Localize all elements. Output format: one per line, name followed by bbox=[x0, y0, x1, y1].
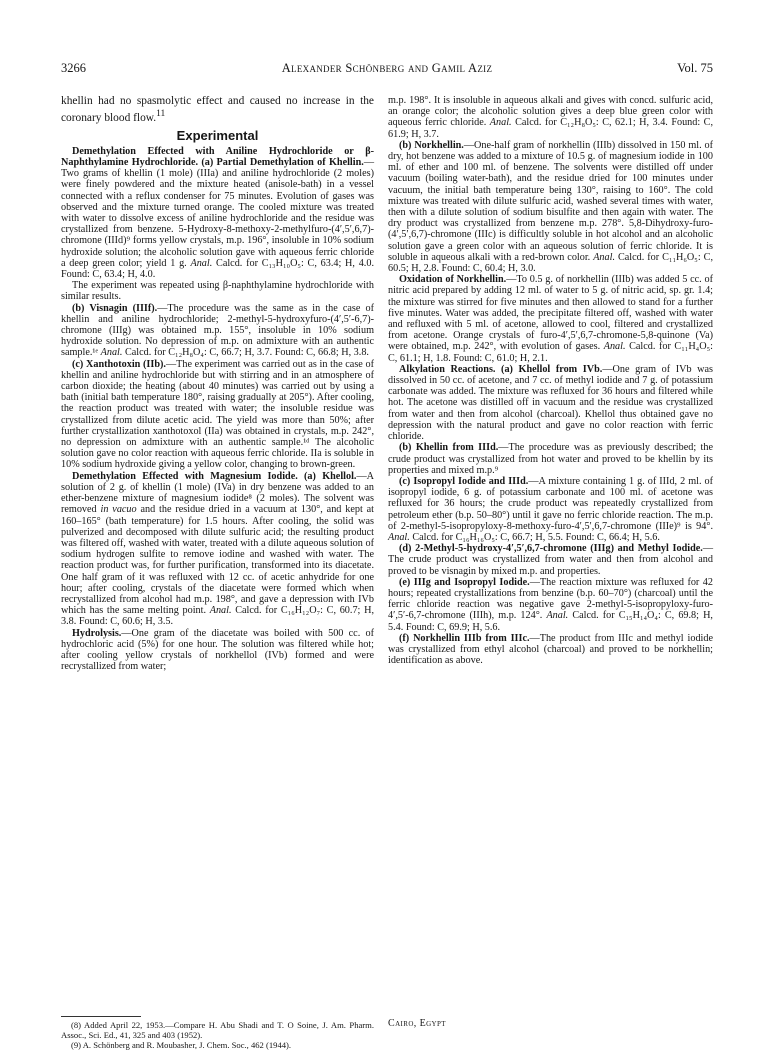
volume-label: Vol. 75 bbox=[677, 61, 713, 75]
affiliation: Cairo, Egypt bbox=[388, 1018, 446, 1029]
footnote-8: (8) Added April 22, 1953.—Compare H. Abu Shadi and T. O Soine, J. Am. Pharm. Assoc., Sci. Ed., 41, 325 and 403 (1952). bbox=[61, 1020, 374, 1040]
paragraph-oxidation: Oxidation of Norkhellin.—To 0.5 g. of norkhellin (IIIb) was added 5 cc. of nitric acid prepared by adding 12 ml. of water to 5 g. of nitric acid, sp. gr. 1.4; the mixture was stirred for five minutes and then allowed to stand for a further five minutes. Water was added, the precipitate filtered off, washed with water and refluxed with 5 ml. of acetone, allowed to cool, filtered and crystallized from acetone. Orange crystals of furo-4′,5′,6,7-chromone-5,8-quinone (Va) were obtained, m.p. 242°, with evolution of gases. Anal. Calcd. for C₁₁H₄O₅: C, 61.1; H, 1.8. Found: C, 61.0; H, 2.1. bbox=[388, 274, 713, 364]
right-column bbox=[388, 95, 713, 666]
paragraph-norkhellin: (b) Norkhellin.—One-half gram of norkhellin (IIIb) dissolved in 150 ml. of dry, hot benzene was added to a mixture of 10.5 g. of magnesium iodide in 100 ml. of ether and 100 ml. of benzene. The solvents were distilled off under vacuum (boiling water-bath), and the residue dried for 100 minutes under vacuum, the initial bath temperature being 130°, raising to 160°. The cold mixture was treated with dilute sulfuric acid, washed several times with water, then with a dilute solution of sodium bisulfite and then again with water. The dry product was crystallized from benzene m.p. 278°. 5,8-Dihydroxy-furo-(4′,5′,6,7)-chromone (IIIc) is difficultly soluble in hot alcohol and an alcoholic solution gave a green color with an aqueous solution of ferric chloride. It is soluble in aqueous alkali with a red-brown color. Anal. Calcd. for C₁₁H₆O₅: C, 60.5; H, 2.8. Found: C, 60.4; H, 3.0. bbox=[388, 139, 713, 275]
section-heading-experimental: Experimental bbox=[176, 127, 259, 143]
footnote-9: (9) A. Schönberg and R. Moubasher, J. Chem. Soc., 462 (1944). bbox=[71, 1040, 292, 1050]
paragraph-continued: m.p. 198°. It is insoluble in aqueous alkali and gives with concd. sulfuric acid, an orange color; the alcoholic solution gives a deep blue green color with aqueous ferric chloride. Anal. Calcd. for C₁₂H₈O₅: C, 62.1; H, 3.4. Found: C, 61.9; H, 3.7. bbox=[388, 95, 714, 140]
paragraph-visnagin: (b) Visnagin (IIIf).—The procedure was the same as in the case of khellin and aniline hydrochloride; 2-methyl-5-hydroxyfuro-(4′,5′-6,7)-chromone (IIIg) was obtained m.p. 155°, insoluble in 10% sodium hydroxide solution. No depression of m.p. on admixture with an authentic sample.¹ᵉ Anal. Calcd. for C₁₂H₈O₄: C, 66.7; H, 3.7. Found: C, 66.8; H, 3.8. bbox=[61, 302, 374, 359]
paragraph-demethylation-aniline: Demethylation Effected with Aniline Hydrochloride or β-Naphthylamine Hydrochloride. (a) Partial Demethylation of Khellin.—Two grams of khellin (1 mole) (IIIa) and aniline hydrochloride (2 moles) were finely powdered and the mixture heated (anisole-bath) in a vessel connected with a reflux condenser for 75 minutes. Evolution of gases was observed and the mixture turned orange. The cooled mixture was treated with water to dissolve excess of aniline hydrochloride and the residue was crystallized from benzene. 5-Hydroxy-8-methoxy-2-methylfuro-(4′,5′,6,7)-chromone (IIId)⁹ forms yellow crystals, m.p. 196°, insoluble in 10% sodium hydroxide solution; the alcoholic solution gave with aqueous ferric chloride a deep green color; yield 1 g. Anal. Calcd. for C₁₃H₁₀O₅: C, 63.4; H, 4.0. Found: C, 63.4; H, 4.0. bbox=[61, 145, 374, 281]
footnote-rule bbox=[61, 1016, 141, 1017]
paragraph-norkhellin-from-iiic: (f) Norkhellin IIIb from IIIc.—The product from IIIc and methyl iodide was crystallized from ethyl alcohol (charcoal) and proved to be norkhellin; identification as above. bbox=[388, 632, 713, 667]
intro-paragraph: khellin had no spasmolytic effect and caused no increase in the coronary blood flow.$^{11}$ bbox=[61, 95, 374, 124]
paragraph-magnesium-iodide: Demethylation Effected with Magnesium Iodide. (a) Khellol.—A solution of 2 g. of khellin (1 mole) (IVa) in dry benzene was added to an ether-benzene mixture of magnesium iodide⁸ (2 moles). The solvent was removed in vacuo and the residue dried in a vacuum at 130°, and kept at 160–165° (bath temperature) for 1.5 hours. After cooling, the solid was pulverized and decomposed with dilute sulfuric acid; the resulting product was filtered off, washed with water, treated with a dilute aqueous solution of sodium hydrogen sulfite to remove iodine and washed with water. The reaction product was, for further purification, transformed into its diacetate. One half gram of it was refluxed with 12 cc. of acetic anhydride for one hour; after cooling, crystals of the diacetate were formed which when recrystallized from alcohol had m.p. 198°, and gave a depression with IVb which has the same melting point. Anal. Calcd. for C₁₆H₁₂O₇: C, 60.7; H, 3.8. Found: C, 60.6; H, 3.5. bbox=[61, 470, 374, 628]
paragraph-alkylation: Alkylation Reactions. (a) Khellol from IVb.—One gram of IVb was dissolved in 50 cc. of acetone, and 7 cc. of methyl iodide and 7 g. of potassium carbonate was added. The mixture was refluxed for 36 hours and filtered while hot. The acetone was distilled off in vacuum and the residue was crystallized from water and then from alcohol (charcoal). Khellol thus obtained gave no depression with the natural product and gave no color reaction with ferric chloride. bbox=[388, 363, 714, 443]
paragraph-xanthotoxin: (c) Xanthotoxin (IIb).—The experiment was carried out as in the case of khellin and aniline hydrochloride but with stirring and in an atmosphere of carbon dioxide; the heating (about 40 minutes) was carried out by using a bath (initial bath temperature 180°, raising gradually at 205°). After cooling, the reaction product was treated with water; the insoluble residue was crystallized from dilute acetic acid. The yield was more than 50%; after further crystallization xanthotoxol (IIa) was obtained in crystals, m.p. 242°, no depression on admixture with an authentic sample.¹ᵈ The alcoholic solution gave no color reaction with aqueous ferric chloride. IIa is soluble in 10% sodium hydroxide giving a yellow color, changing to brown-green. bbox=[61, 358, 374, 471]
paragraph-isopropyl-iiid: (c) Isopropyl Iodide and IIId.—A mixture containing 1 g. of IIId, 2 ml. of isopropyl iodide, 6 g. of potassium carbonate and 100 ml. of acetone was refluxed for 36 hours; the crude product was repeatedly crystallized from petroleum ether (b.p. 50–80°) until it gave no ferric chloride reaction. The m.p. of 2-methyl-5-isopropyloxy-8-methoxy-furo-4′,5′,6,7-chromone (IIIe)⁹ is 94°. Anal. Calcd. for C₁₆H₁₆O₅: C, 66.7; H, 5.5. Found: C, 66.4; H, 5.6. bbox=[388, 475, 713, 543]
paragraph-khellin-from-iiid: (b) Khellin from IIId.—The procedure was as previously described; the crude product was crystallized from hot water and proved to be khellin by its properties and mixed m.p.⁹ bbox=[388, 442, 713, 476]
paragraph-hydrolysis: Hydrolysis.—One gram of the diacetate was boiled with 500 cc. of hydrochloric acid (5%) for one hour. The solution was filtered while hot; after cooling yellow crystals of norkhellol (IVb) formed and were recrystallized from water; bbox=[61, 627, 374, 673]
running-header bbox=[61, 60, 713, 76]
left-column bbox=[61, 95, 374, 672]
page-number: 3266 bbox=[61, 61, 86, 75]
paragraph-iiig-isopropyl: (e) IIIg and Isopropyl Iodide.—The reaction mixture was refluxed for 42 hours; repeated crystallizations from benzine (b.p. 60–70°) (charcoal) until the ferric chloride reaction was negative gave 2-methyl-5-isopropyloxy-furo-4′,5′-6,7-chromone (IIIh), m.p. 124°. Anal. Calcd. for C₁₅H₁₄O₄: C, 69.8; H, 5.4. Found: C, 69.9; H, 5.6. bbox=[388, 576, 713, 633]
paragraph-naphthylamine: The experiment was repeated using β-naphthylamine hydrochloride with similar results. bbox=[61, 280, 374, 303]
running-title: Alexander Schönberg and Gamil Aziz bbox=[281, 61, 493, 75]
footnotes bbox=[61, 1020, 374, 1050]
paragraph-methyl-iodide: (d) 2-Methyl-5-hydroxy-4′,5′,6,7-chromone (IIIg) and Methyl Iodide.—The crude product was crystallized from water and then from alcohol and proved to be visnagin by mixed m.p. and properties. bbox=[388, 543, 713, 577]
